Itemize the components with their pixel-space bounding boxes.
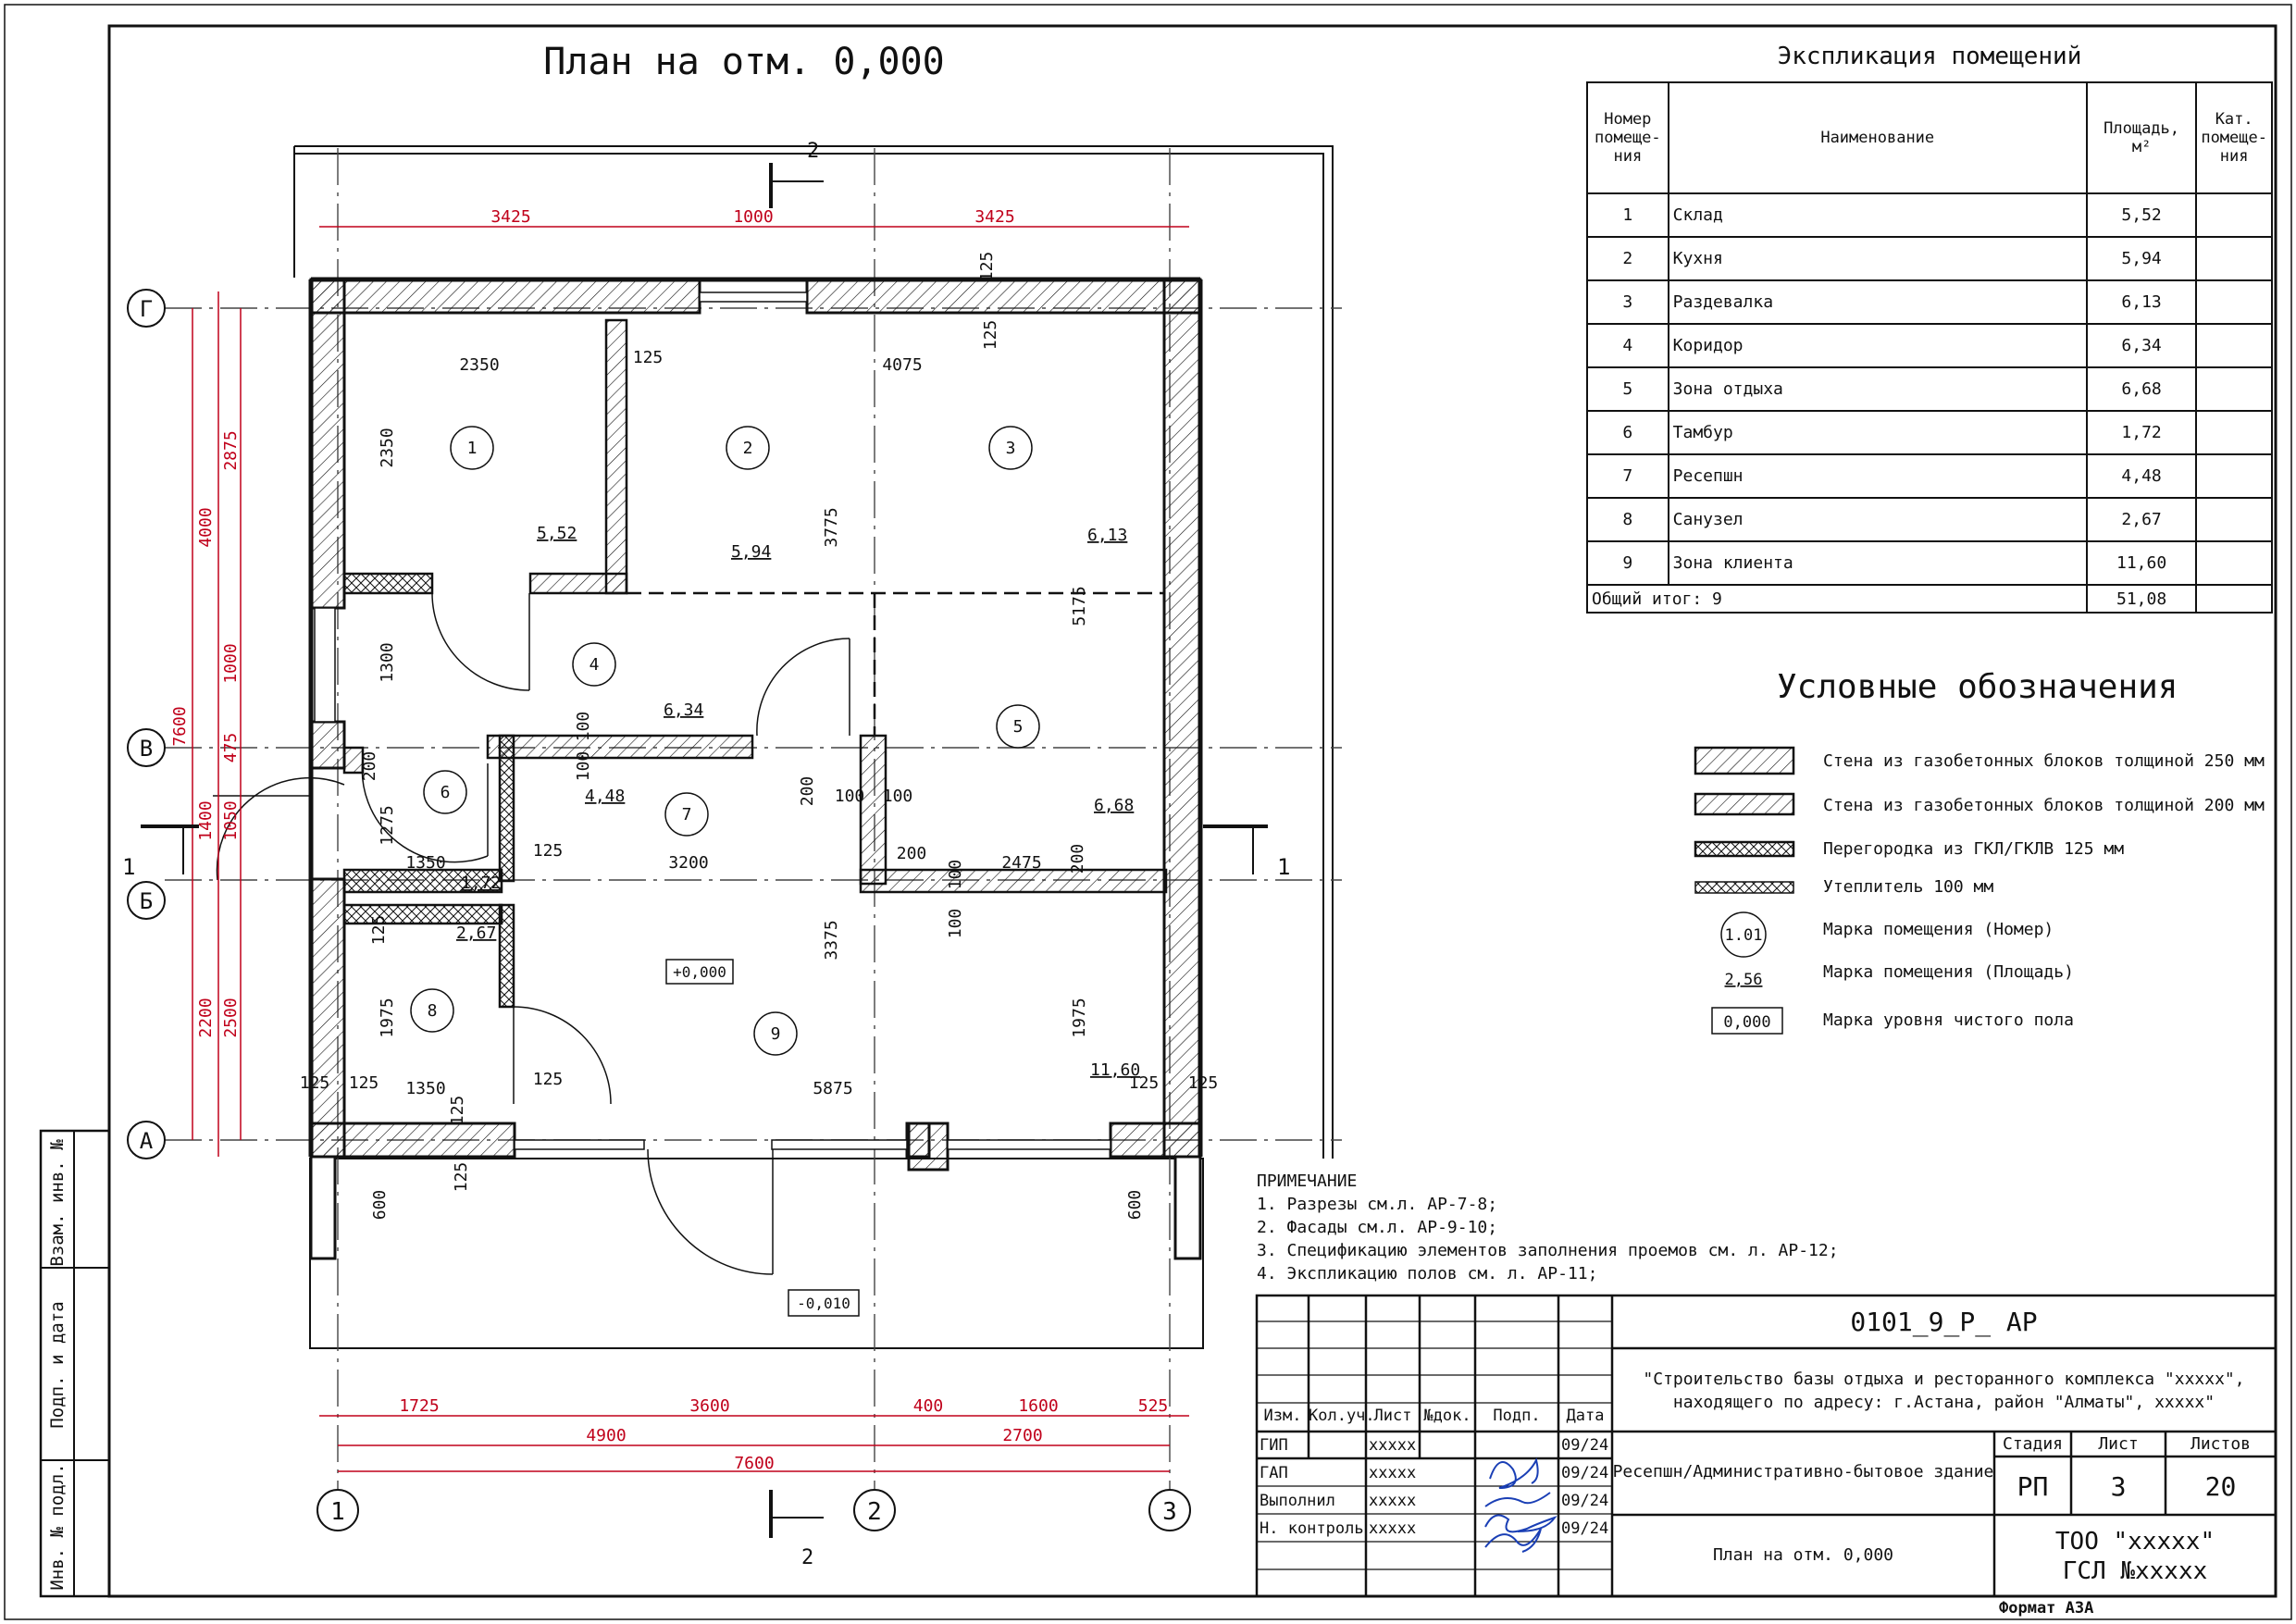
dim-inner: 125 (448, 1095, 467, 1126)
dim-inner: 125 (977, 251, 997, 282)
dim-left: 2500 (221, 998, 241, 1038)
dim-inner: 100 (882, 787, 913, 806)
svg-text:8: 8 (427, 1001, 438, 1021)
dim-top: 3425 (490, 207, 531, 227)
dim-inner: 200 (360, 750, 379, 782)
note-line: 3. Спецификацию элементов заполнения проемов см. л. АР-12; (1257, 1241, 1839, 1260)
floor-level-mark: +0,000 (673, 963, 726, 981)
svg-text:6: 6 (440, 783, 451, 802)
legend-label: Стена из газобетонных блоков толщиной 200 мм (1823, 796, 2265, 815)
legend-title: Условные обозначения (1777, 668, 2178, 706)
dim-left: 475 (221, 732, 241, 763)
dim-inner: 4075 (882, 355, 923, 375)
cell-category (2196, 193, 2272, 237)
cell-area: 2,67 (2087, 498, 2197, 541)
plan-title: План на отм. 0,000 (543, 41, 945, 83)
cell-number: 3 (1587, 280, 1669, 324)
notes-title: ПРИМЕЧАНИЕ (1257, 1172, 1358, 1191)
table-row (1587, 237, 2272, 280)
dim-inner: 125 (632, 348, 664, 367)
stamp-stage-label: Стадия (2002, 1434, 2064, 1454)
dim-bottom: 4900 (586, 1426, 627, 1445)
door-swings (213, 593, 853, 1274)
dim-inner: 125 (452, 1161, 471, 1193)
cell-number: 4 (1587, 324, 1669, 367)
side-stamp-label: Подп. и дата (47, 1301, 68, 1429)
table-total-row (1587, 585, 2272, 613)
legend-label: Марка помещения (Номер) (1823, 920, 2054, 939)
cell-number: 2 (1587, 237, 1669, 280)
cell-category (2196, 367, 2272, 411)
cell-number: 9 (1587, 541, 1669, 585)
stamp-date: 09/24 (1561, 1464, 1609, 1482)
cell-name: Кухня (1669, 237, 2087, 280)
dim-inner: 125 (981, 319, 1000, 351)
stamp-stage: РП (2017, 1471, 2049, 1502)
cell-name: Ресепшн (1669, 454, 2087, 498)
legend-label: Марка помещения (Площадь) (1823, 962, 2074, 982)
room-area: 5,52 (537, 524, 577, 543)
dim-left-total: 7600 (170, 706, 190, 747)
legend-label: Перегородка из ГКЛ/ГКЛВ 125 мм (1823, 839, 2125, 859)
dim-inner: 3775 (822, 507, 841, 548)
table-row (1587, 193, 2272, 237)
notes-block (1257, 1170, 1839, 1285)
cell-number: 5 (1587, 367, 1669, 411)
interior-walls (344, 320, 1166, 1007)
cell-category (2196, 324, 2272, 367)
stamp-sheets-label: Листов (2190, 1434, 2252, 1454)
svg-text:4: 4 (589, 655, 600, 675)
side-stamp-label: Инв. № подл. (47, 1463, 68, 1591)
section-mark-label: 2 (807, 140, 820, 163)
table-row (1587, 411, 2272, 454)
dim-inner: 100 (574, 711, 593, 742)
axis-label-1: 1 (330, 1498, 345, 1526)
room-area: 11,60 (1090, 1060, 1141, 1080)
room-area: 5,94 (731, 542, 772, 562)
dim-left: 1400 (196, 800, 216, 841)
explication-header-row (1587, 82, 2272, 193)
dim-inner: 125 (299, 1073, 330, 1093)
cell-name: Склад (1669, 193, 2087, 237)
stamp-name: xxxxx (1369, 1492, 1417, 1510)
dim-inner: 100 (834, 787, 865, 806)
stamp-org-line: ТОО "xxxxx" (2054, 1528, 2215, 1556)
stamp-project: "Строительство базы отдыха и ресторанного комплекса "xxxxx", находящего по адресу: г.Астана, район "Алматы", xxxxx" (1643, 1370, 2245, 1412)
axis-label-v: В (139, 736, 154, 762)
cell-number: 6 (1587, 411, 1669, 454)
dim-inner: 100 (946, 859, 965, 890)
dim-bottom: 525 (1137, 1396, 1169, 1416)
cell-name: Зона отдыха (1669, 367, 2087, 411)
room-area: 2,67 (456, 924, 497, 943)
dim-inner: 125 (348, 1073, 379, 1093)
dim-bottom: 400 (912, 1396, 944, 1416)
dim-inner: 600 (370, 1189, 390, 1221)
stamp-date: 09/24 (1561, 1519, 1609, 1538)
stamp-date: 09/24 (1561, 1436, 1609, 1455)
cell-category (2196, 454, 2272, 498)
dim-inner: 125 (532, 1070, 564, 1089)
cell-name: Тамбур (1669, 411, 2087, 454)
axis-label-3: 3 (1162, 1498, 1177, 1526)
dim-inner: 1975 (378, 998, 397, 1038)
dim-bottom-total: 7600 (734, 1454, 775, 1473)
cell-area: 1,72 (2087, 411, 2197, 454)
dim-inner: 200 (1068, 843, 1087, 874)
table-row (1587, 498, 2272, 541)
total-area: 51,08 (2087, 585, 2197, 613)
dim-inner: 125 (532, 841, 564, 861)
dim-inner: 100 (946, 908, 965, 939)
dim-inner: 2475 (1001, 853, 1042, 873)
dim-left: 2875 (221, 430, 241, 471)
section-mark-label: 2 (801, 1546, 814, 1569)
dim-inner: 3200 (668, 853, 709, 873)
room-area: 6,68 (1094, 796, 1135, 815)
cell-name: Раздевалка (1669, 280, 2087, 324)
dim-inner: 5875 (813, 1079, 853, 1098)
signatures (1485, 1460, 1555, 1552)
cell-area: 6,68 (2087, 367, 2197, 411)
note-line: 4. Экспликацию полов см. л. АР-11; (1257, 1264, 1598, 1283)
axis-label-a: А (139, 1128, 154, 1154)
svg-text:1: 1 (466, 439, 478, 458)
cell-area: 4,48 (2087, 454, 2197, 498)
dim-inner: 1975 (1070, 998, 1089, 1038)
stamp-building: Ресепшн/Административно-бытовое здание (1612, 1462, 1994, 1481)
axis-markers (128, 290, 1190, 1531)
cell-category (2196, 411, 2272, 454)
header-number: Номер помеще-ния (1587, 82, 1669, 193)
section-mark-label: 1 (122, 854, 136, 880)
stamp-role: ГИП (1260, 1436, 1288, 1455)
section-mark-label: 1 (1277, 854, 1291, 880)
table-row (1587, 324, 2272, 367)
cell-area: 5,94 (2087, 237, 2197, 280)
legend-sample-room-area: 2,56 (1724, 971, 1763, 989)
stamp-col-header: №док. (1423, 1407, 1471, 1425)
dim-inner: 2350 (378, 428, 397, 468)
axis-label-b: Б (139, 888, 154, 914)
axis-label-g: Г (139, 296, 154, 322)
dim-left: 2200 (196, 998, 216, 1038)
axis-label-2: 2 (867, 1498, 882, 1526)
dim-inner: 125 (1128, 1073, 1160, 1093)
cell-category (2196, 237, 2272, 280)
room-area: 1,72 (461, 874, 502, 893)
svg-text:7: 7 (681, 805, 692, 824)
header-category: Кат. помеще-ния (2196, 82, 2272, 193)
stamp-sheet-title: План на отм. 0,000 (1712, 1545, 1894, 1565)
stamp-date: 09/24 (1561, 1492, 1609, 1510)
dim-inner: 5175 (1070, 586, 1089, 626)
dim-left: 4000 (196, 507, 216, 548)
dim-inner: 200 (798, 775, 817, 807)
stamp-name: xxxxx (1369, 1436, 1417, 1455)
dim-inner: 125 (369, 914, 389, 946)
stamp-col-header: Кол.уч. (1309, 1407, 1375, 1425)
header-name: Наименование (1669, 82, 2087, 193)
dim-inner: 125 (1187, 1073, 1219, 1093)
cell-category (2196, 280, 2272, 324)
cell-area: 5,52 (2087, 193, 2197, 237)
cell-area: 6,34 (2087, 324, 2197, 367)
side-stamp (41, 1131, 109, 1596)
legend-label: Стена из газобетонных блоков толщиной 250 мм (1823, 751, 2265, 771)
outside-level-mark: -0,010 (797, 1295, 850, 1312)
dim-bottom: 2700 (1002, 1426, 1043, 1445)
stamp-code: 0101_9_Р_ АР (1850, 1307, 2038, 1337)
stamp-name: xxxxx (1369, 1464, 1417, 1482)
cell-name: Санузел (1669, 498, 2087, 541)
table-row (1587, 280, 2272, 324)
cell-area: 11,60 (2087, 541, 2197, 585)
side-stamp-label: Взам. инв. № (47, 1139, 68, 1267)
svg-text:3: 3 (1005, 439, 1016, 458)
dim-inner: 200 (896, 844, 927, 863)
stamp-col-header: Подп. (1493, 1407, 1541, 1425)
stamp-role: Выполнил (1260, 1492, 1335, 1510)
dim-bottom: 1600 (1018, 1396, 1059, 1416)
note-line: 2. Фасады см.л. АР-9-10; (1257, 1218, 1498, 1237)
table-row (1587, 454, 2272, 498)
cell-category (2196, 498, 2272, 541)
table-row (1587, 541, 2272, 585)
svg-text:2: 2 (742, 439, 753, 458)
legend-label: Марка уровня чистого пола (1823, 1010, 2074, 1030)
dim-left: 1000 (221, 643, 241, 684)
cell-area: 6,13 (2087, 280, 2197, 324)
stamp-role: ГАП (1260, 1464, 1288, 1482)
dim-top: 3425 (974, 207, 1015, 227)
stamp-col-header: Лист (1373, 1407, 1412, 1425)
legend-label: Утеплитель 100 мм (1823, 877, 1994, 897)
stamp-col-header: Изм. (1263, 1407, 1302, 1425)
dim-inner: 600 (1125, 1189, 1145, 1221)
stamp-col-header: Дата (1566, 1407, 1605, 1425)
cell-name: Зона клиента (1669, 541, 2087, 585)
cell-category (2196, 541, 2272, 585)
legend-symbols (1695, 748, 1793, 1034)
dim-inner: 1350 (405, 1079, 446, 1098)
table-row (1587, 367, 2272, 411)
stamp-sheets: 20 (2204, 1471, 2237, 1502)
dim-left: 1050 (221, 800, 241, 841)
cell-number: 1 (1587, 193, 1669, 237)
interior-dimensions (300, 252, 1219, 1221)
stamp-format: Формат А3А (1999, 1599, 2094, 1618)
svg-text:5: 5 (1012, 717, 1024, 737)
cell-name: Коридор (1669, 324, 2087, 367)
dim-inner: 1350 (405, 853, 446, 873)
porch-columns (311, 1157, 1200, 1258)
stamp-org-line: ГСЛ №xxxxx (2062, 1557, 2208, 1585)
note-line: 1. Разрезы см.л. АР-7-8; (1257, 1195, 1498, 1214)
dim-inner: 1300 (378, 642, 397, 683)
total-label: Общий итог: 9 (1587, 585, 2087, 613)
cell-number: 8 (1587, 498, 1669, 541)
explication-title: Экспликация помещений (1777, 43, 2082, 70)
cell-category (2196, 585, 2272, 613)
stamp-sheet: 3 (2110, 1471, 2127, 1502)
svg-text:9: 9 (770, 1024, 781, 1044)
dim-inner: 1275 (378, 805, 397, 846)
header-area: Площадь, м² (2087, 82, 2197, 193)
dim-inner: 100 (574, 750, 593, 782)
stamp-name: xxxxx (1369, 1519, 1417, 1538)
legend-sample-level: 0,000 (1723, 1013, 1771, 1032)
dim-inner: 3375 (822, 920, 841, 961)
dim-top: 1000 (733, 207, 774, 227)
cell-number: 7 (1587, 454, 1669, 498)
dim-inner: 2350 (459, 355, 500, 375)
legend-sample-room-number: 1.01 (1724, 926, 1763, 945)
dim-bottom: 3600 (689, 1396, 730, 1416)
dim-bottom: 1725 (399, 1396, 440, 1416)
room-area: 6,34 (664, 700, 704, 720)
stamp-role: Н. контроль (1260, 1519, 1364, 1538)
stamp-sheet-label: Лист (2098, 1434, 2139, 1454)
room-area: 6,13 (1087, 526, 1128, 545)
explication-table (1586, 81, 2273, 614)
stamp-org (1994, 1527, 2276, 1586)
room-area: 4,48 (585, 787, 626, 806)
